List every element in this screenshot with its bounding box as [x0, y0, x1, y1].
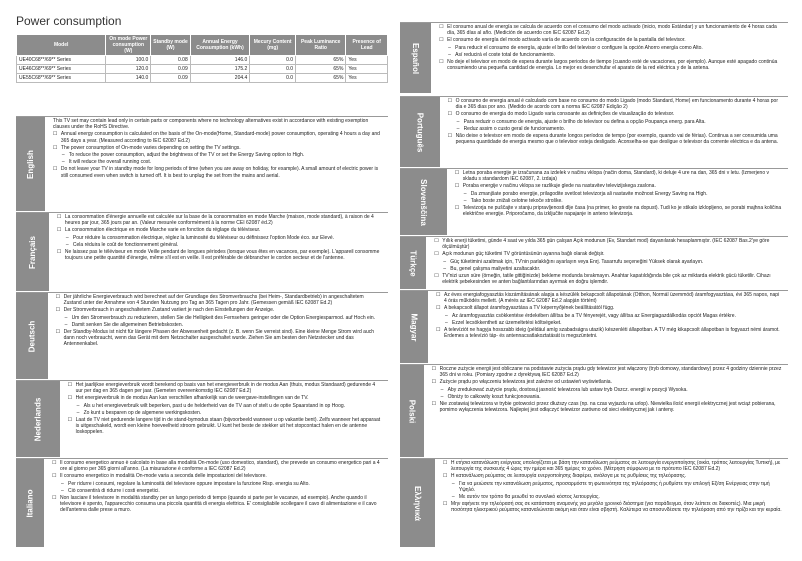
section-body: [431, 23, 788, 93]
language-section-ελληνικά: [400, 458, 788, 547]
sub-item: – Güç tüketimini azaltmak için, TV'nin parlaklığını ayarlayın veya Enrj. Tasarrufu seçeneğini Yüksek olarak ayarlayın.: [434, 259, 782, 265]
table-header-cell: On mode Power consumption (W): [106, 35, 151, 56]
table-cell: UE55C68**/69** Series: [17, 74, 106, 83]
language-tab: [400, 291, 428, 363]
bullet-item: ☐ Az éves energiafogyasztás kiszámításának alapja a készülék bekapcsolt állapotának (Otthon, Normál üzemmód) áramfogyasztása, évi 365 napos, napi 4 órás működés mellett. (A mérés az IEC 62087 Ed.2 alapján történt): [436, 292, 782, 304]
section-body: [49, 213, 388, 291]
table-cell: UE40C68**/69** Series: [17, 56, 106, 65]
language-tab: [16, 293, 48, 379]
bullet-item: ☐ Do not leave your TV in standby mode for long periods of time (when you are away on holiday, for example). A small amount of electric power is still consumed even when switch is turned off. It is best to unplug the set from the mains and aerial.: [53, 166, 382, 178]
language-section-português: [400, 96, 788, 167]
sub-item: – Da zmanjšate porabo energije, prilagodite svetlost televizorja ali nastavite možnost Energy Saving na High.: [455, 191, 782, 197]
bullet-item: ☐ Der Standby-Modus ist nicht für längere Phasen der Abwesenheit gedacht (z. B. wenn Sie verreist sind). Eine kleine Menge Strom wird auch dann noch verbraucht, wenn das Gerät mit dem Netzschalter ausgeschaltet wurde. Ziehen Sie am besten den Netzstecker und das Antennenkabel.: [56, 329, 382, 348]
language-tab: [16, 459, 44, 547]
bullet-item: ☐ Der jährliche Energieverbrauch wird berechnet auf der Grundlage des Stromverbrauchs (bei Heim-, Standardbetrieb) in angeschaltetem Zustand unter der Annahme von 4 Stunden Nutzung pro Tag an 365 Tagen pro Jahr. (Gemessen gemäß IEC 62087 Ed.2): [56, 294, 382, 306]
table-cell: 140.0: [106, 74, 151, 83]
language-tab: [16, 213, 49, 291]
table-cell: Yes: [346, 74, 388, 83]
sub-item: – Para reducir el consumo de energía, ajuste el brillo del televisor o configure la opción Ahorro energía como Alto.: [439, 45, 782, 51]
sub-item: – Ciò consentirà di ridurre i costi energetici.: [52, 488, 382, 494]
section-body: [428, 291, 788, 363]
table-header-cell: Standby mode (W): [151, 35, 190, 56]
table-cell: 100.0: [106, 56, 151, 65]
bullet-item: ☐ Η ετήσια κατανάλωση ενέργειας υπολογίζεται με βάση την κατανάλωση ρεύματος σε λειτουργία ενεργοποίησης (οικία, τρόπος λειτουργίας Τυπική), με λειτουργία της συσκευής 4 ώρες την ημέρα και 365 ημέρες το χρόνο. (Μέτρηση σύμφωνα με το πρότυπο IEC 62087 Ed.2): [443, 460, 782, 472]
bullet-item: ☐ Roczne zużycie energii jest obliczane na podstawie zużycia prądu gdy telewizor jest włączony (tryb domowy, standardowy) przez 4 godziny dziennie przez 365 dni w roku. (Pomiary zgodne z dyrektywą IEC 62087 Ed.2): [432, 366, 782, 378]
sub-item: – Así reducirá el coste total de funcionamiento.: [439, 52, 782, 58]
sub-item: – Per ridurre i consumi, regolare la luminosità del televisore oppure impostare la funzione Risp. energia su Alto.: [52, 481, 382, 487]
language-section-deutsch: [16, 292, 388, 379]
bullet-item: ☐ The power consumption of On-mode varies depending on setting the TV settings.: [53, 145, 382, 151]
language-section-italiano: [16, 458, 388, 547]
table-header-row: [17, 35, 388, 56]
section-body: [45, 117, 388, 211]
section-body: [447, 169, 788, 235]
bullet-item: ☐ TV'nizi uzun süre (örneğin, tatile gittiğinizde) bekleme modunda bırakmayın. Anahtar kapatıldığında bile çok az miktarda elektrik gücü tüketilir. Cihazı elektrik şebekesinden ve anten bağlantılarından ayırmak en doğru işlemdir.: [434, 273, 782, 285]
language-tab: [400, 459, 435, 547]
language-tab-label: Français: [27, 235, 37, 269]
table-cell: 0.08: [151, 56, 190, 65]
table-cell: Yes: [346, 65, 388, 74]
language-tab: [400, 237, 426, 289]
bullet-item: ☐ O consumo de energia anual é calculado com base no consumo do modo Ligado (modo Standard, Home) em funcionamento durante 4 horas por dia e 365 dias por ano. (Medido de acordo com a norma IEC 62087 Edição 2): [448, 98, 782, 110]
sub-item: – Με αυτόν τον τρόπο θα μειωθεί το συνολικό κόστος λειτουργίας.: [443, 494, 782, 500]
bullet-item: ☐ Açık modunun güç tüketimi TV görüntüsünün ayarına bağlı olarak değişir.: [434, 251, 782, 257]
table-header-cell: Annual Energy Consumption (kWh): [190, 35, 250, 56]
language-section-español: [400, 22, 788, 93]
table-row: [17, 74, 388, 83]
language-tab-label: Italiano: [25, 488, 35, 518]
language-tab: [16, 117, 45, 211]
bullet-item: ☐ A bekapcsolt állapot áramfogyasztása a TV képernyőjének beállításától függ.: [436, 305, 782, 311]
sub-item: – Zo kunt u besparen op de algemene werkingskosten.: [68, 410, 382, 416]
sub-item: – Tako boste znižali celotne tekoče stroške.: [455, 198, 782, 204]
table-header-cell: Model: [17, 35, 106, 56]
language-tab-label: Magyar: [409, 312, 419, 342]
bullet-item: ☐ Het jaarlijkse energieverbruik wordt berekend op basis van het energieverbruik in de modus Aan (thuis, modus Standaard) gedurende 4 uur per dag en 365 dagen per jaar. (Gemeten overeenkomstig IEC 62087 Ed.2): [68, 382, 382, 394]
bullet-item: ☐ Poraba energije v načinu vklopa se razlikuje glede na nastavitev televizijskega zaslona.: [455, 183, 782, 189]
language-section-magyar: [400, 290, 788, 363]
table-cell: 175.2: [190, 65, 250, 74]
bullet-item: ☐ Het energieverbruik in de modus Aan kan verschillen afhankelijk van de weergave-instellingen van de TV.: [68, 395, 382, 401]
language-section-nederlands: [16, 380, 388, 457]
bullet-item: ☐ Ne laissez pas le téléviseur en mode Veille pendant de longues périodes (lorsque vous êtes en vacances, par exemple). L'appareil consomme toujours une petite quantité d'énergie, même s'il est en veille. Il est préférable de débrancher le cordon secteur et de l'antenne.: [57, 249, 382, 261]
sub-item: – To reduce the power consumption, adjust the brightness of the TV or set the Energy Saving option to High.: [53, 152, 382, 158]
sub-item: – Damit senken Sie die allgemeinen Betriebskosten.: [56, 322, 382, 328]
language-tab: [400, 23, 431, 93]
paragraph: This TV set may contain lead only in certain parts or components where no technology alternatives exist in accordance with existing exemption clauses under the RoHS Directive.: [52, 118, 369, 131]
language-tab-label: Nederlands: [33, 397, 43, 441]
language-tab: [400, 169, 447, 235]
bullet-item: ☐ El consumo anual de energía se calcula de acuerdo con el consumo del modo activado (inicio, modo Estándar) y un funcionamiento de 4 horas cada día, 365 días al año. (Medición de acuerdo con IEC 62087 Ed.2): [439, 24, 782, 36]
language-tab-label: Deutsch: [27, 320, 37, 352]
language-section-français: [16, 212, 388, 291]
sub-item: – Cela réduira le coût de fonctionnement général.: [57, 242, 382, 248]
table-cell: Yes: [346, 56, 388, 65]
language-tab-label: Türkçe: [408, 249, 418, 277]
table-cell: 0.0: [250, 56, 296, 65]
bullet-item: ☐ Letna poraba energije je izračunana za izdelek v načinu vklopa (način doma, Standard), ki deluje 4 ure na dan, 365 dni v letu. (Izmerjeno v skladu s standardom IEC 62087, 2. izdaja): [455, 170, 782, 182]
language-section-english: [16, 116, 388, 211]
bullet-item: ☐ Non lasciare il televisore in modalità standby per un lungo periodo di tempo (quando si parte per le vacanze, ad esempio). Anche quando il televisore è spento, l'apparecchio consuma una piccola quantità di energia elettrica. E' consigliabile scollegare il cavo di alimentazione e il cavo dell'antenna dalle prese a muro.: [52, 495, 382, 514]
bullet-item: ☐ O consumo de energia do modo Ligado varia consoante as definições de visualização do televisor.: [448, 111, 782, 117]
table-cell: 0.09: [151, 65, 190, 74]
table-row: [17, 65, 388, 74]
language-tab-label: Español: [411, 42, 421, 74]
sub-item: – Για να μειώσετε την κατανάλωση ρεύματος, προσαρμόστε τη φωτεινότητα της τηλεόρασης ή ρυθμίστε την επιλογή Εξ/ση Ενέργειας στην τιμή Υψηλό.: [443, 481, 782, 493]
bullet-item: ☐ Il consumo energetico annuo è calcolato in base alla modalità On-mode (uso domestico, standard), che prevede un consumo energetico pari a 4 ore al giorno per 365 giorni all'anno. (La misurazione è conforme a IEC 62087 Ed.2): [52, 460, 382, 472]
table-cell: 0.09: [151, 74, 190, 83]
sub-item: – Bu, genel çalışma maliyetini azaltacaktır.: [434, 266, 782, 272]
table-cell: 65%: [296, 65, 346, 74]
bullet-item: ☐ Zużycie prądu po włączeniu telewizora jest zależne od ustawień wyświetlania.: [432, 379, 782, 385]
bullet-item: ☐ Yıllık enerji tüketimi, günde 4 saat ve yılda 365 gün çalışan Açık modunun (Ev, Standart mod) dayanılarak hesaplanmıştır. (IEC 62087 Bas.2'ye göre ölçülmüştür): [434, 238, 782, 250]
section-body: [60, 381, 388, 457]
language-section-türkçe: [400, 236, 788, 289]
language-tab-label: Polski: [407, 399, 417, 423]
bullet-item: ☐ Laat de TV niet gedurende langere tijd in de stand-bymodus staan (bijvoorbeeld wanneer u op vakantie bent). Zelfs wanneer het apparaat is uitgeschakeld, wordt een kleine hoeveelheid stroom gebruikt. U kunt het beste de stekker uit het stopcontact halen en de antenne loskoppelen.: [68, 417, 382, 436]
section-body: [44, 459, 388, 547]
table-cell: 0.0: [250, 74, 296, 83]
table-cell: 65%: [296, 56, 346, 65]
sub-item: – Obniży to całkowity koszt funkcjonowania.: [432, 394, 782, 400]
table-cell: 120.0: [106, 65, 151, 74]
sub-item: – Para reduzir o consumo de energia, ajuste o brilho do televisor ou defina a opção Poupança energ. para Alta.: [448, 119, 782, 125]
sub-item: – Reduz assim o custo geral de funcionamento.: [448, 126, 782, 132]
bullet-item: ☐ No deje el televisor en modo de espera durante largos periodos de tiempo (cuando esté de vacaciones, por ejemplo). Aunque esté apagado continúa consumiendo una pequeña cantidad de energía. Lo mejor es desenchufar el aparato de la red eléctrica y de la antena.: [439, 59, 782, 71]
sub-item: – Aby zredukować zużycie prądu, dostosuj jasność telewizora lub ustaw tryb Oszcz. energii w pozycji Wysoka.: [432, 387, 782, 393]
table-cell: 146.0: [190, 56, 250, 65]
section-body: [48, 293, 388, 379]
power-consumption-table: [16, 34, 388, 83]
bullet-item: ☐ A televíziót ne hagyja hosszabb ideig (például amíg szabadságra utazik) készenléti állapotban. A TV még kikapcsolt állapotban is fogyaszt némi áramot. Érdemes a televízió táp- és antennacsatlakoztatását is megszüntetni.: [436, 327, 782, 339]
section-body: [424, 365, 788, 457]
language-tab-label: English: [25, 149, 35, 179]
language-tab-label: Ελληνικά: [412, 485, 422, 521]
language-section-slovenščina: [400, 168, 788, 235]
section-body: [440, 97, 788, 167]
bullet-item: ☐ Annual energy consumption is calculated on the basis of the On-mode(Home, Standard-mode) power consumption, operating 4 hours a day and 365 days a year. (Measured according to IEC 62087 Ed.2): [53, 131, 382, 143]
table-cell: 0.0: [250, 65, 296, 74]
sub-item: – Pour réduire la consommation électrique, réglez la luminosité du téléviseur ou définissez l'option Mode éco. sur Elevé.: [57, 235, 382, 241]
language-tab: [400, 365, 424, 457]
table-cell: UE46C68**/69** Series: [17, 65, 106, 74]
bullet-item: ☐ La consommation d'énergie annuelle est calculée sur la base de la consommation en mode Marche (maison, mode standard), à raison de 4 heures par jour, 365 jours par an. (Valeur mesurée conformément à la norme CEI 62087 éd.2): [57, 214, 382, 226]
sub-item: – Az áramfogyasztás csökkentése érdekében állítsa be a TV fényerejét, vagy állítsa az Energiagazdálkodás opciót Magas értékre.: [436, 313, 782, 319]
bullet-item: ☐ La consommation électrique en mode Marche varie en fonction du réglage du téléviseur.: [57, 227, 382, 233]
bullet-item: ☐ Μην αφήνετε την τηλεόρασή σας σε κατάσταση αναμονής για μεγάλο χρονικό διάστημα (για παράδειγμα, όταν λείπετε σε διακοπές). Μια μικρή ποσότητα ηλεκτρικού ρεύματος καταναλώνεται ακόμη και όταν είναι σβηστή. Καλύτερα να αποσυνδέσετε την τηλεόραση από την πρίζα και την κεραία.: [443, 501, 782, 513]
language-section-polski: [400, 364, 788, 457]
language-tab: [16, 381, 60, 457]
language-tab-label: Slovenščina: [418, 178, 428, 226]
section-body: [426, 237, 788, 289]
table-row: [17, 56, 388, 65]
sub-item: – Um den Stromverbrauch zu reduzieren, stellen Sie die Helligkeit des Fernsehers geringer oder die Option Energiesparmod. auf Hoch ein.: [56, 315, 382, 321]
table-header-cell: Mecury Content (mg): [250, 35, 296, 56]
language-tab-label: Português: [415, 112, 425, 152]
bullet-item: ☐ El consumo de energía del modo activado varía de acuerdo con la configuración de la pantalla del televisor.: [439, 37, 782, 43]
bullet-item: ☐ Nie zostawiaj telewizora w trybie gotowości przez dłuższy czas (np. na czas wyjazdu na urlop). Niewielka ilość energii elektrycznej jest wciąż pobierana, pomimo wyłączenia telewizora. Najlepiej jest odłączyć telewizor zarówno od sieci elektrycznej jak i anteny.: [432, 401, 782, 413]
sub-item: – Ezzel lecsökkentheti az üzemeltetési költségeket.: [436, 320, 782, 326]
table-cell: 65%: [296, 74, 346, 83]
table-cell: 204.4: [190, 74, 250, 83]
bullet-item: ☐ Televizorja ne puščajte v stanju pripravljenosti dlje časa (na primer, ko greste na dopust). Tudi ko je stikalo izklopljeno, se porabi majhna količina električne energije. Priporočamo, da izključite napajanje in anteno televizorja.: [455, 205, 782, 217]
bullet-item: ☐ Η κατανάλωση ρεύματος σε λειτουργία ενεργοποίησης διαφέρει, ανάλογα με τις ρυθμίσεις της τηλεόρασης.: [443, 473, 782, 479]
bullet-item: ☐ Der Stromverbrauch in angeschaltetem Zustand variiert je nach den Einstellungen der Anzeige.: [56, 307, 382, 313]
bullet-item: ☐ Não deixe o televisor em modo de espera durante longos períodos de tempo (por exemplo, quando vai de férias). Continua a ser consumida uma pequena quantidade de energia mesmo que o televisor esteja desligado. Aconselha-se que desligue o televisor da corrente eléctrica e da antena.: [448, 133, 782, 145]
table-header-cell: Peak Luminance Ratio: [296, 35, 346, 56]
bullet-item: ☐ Il consumo energetico in modalità On-mode varia a seconda delle impostazioni del televisore.: [52, 473, 382, 479]
page-title: Power consumption: [16, 14, 122, 28]
sub-item: – It will reduce the overall running cost.: [53, 159, 382, 165]
table-header-cell: Presence of Lead: [346, 35, 388, 56]
section-body: [435, 459, 788, 547]
sub-item: – Als u het energieverbruik wilt beperken, past u de helderheid van de TV aan of stelt u de optie Spaarstand in op Hoog.: [68, 403, 382, 409]
language-tab: [400, 97, 440, 167]
